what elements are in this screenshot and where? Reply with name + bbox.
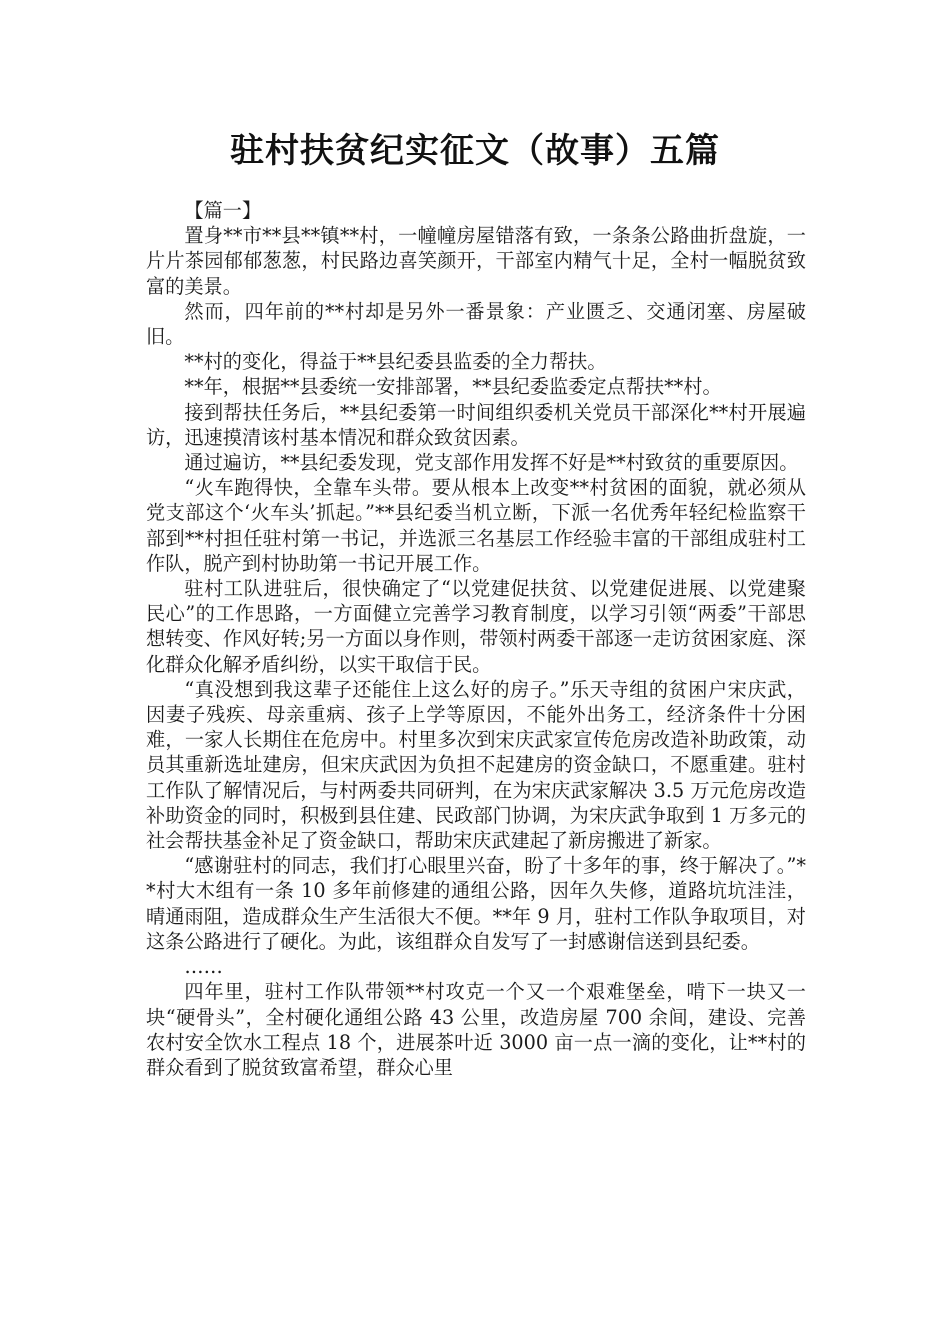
paragraph: 驻村工队进驻后，很快确定了“以党建促扶贫、以党建促进展、以党建聚民心”的工作思路，一方面健立完善学习教育制度，以学习引领“两委”干部思想转变、作风好转;另一方面以身作则，带领村两委干部逐一走访贫困家庭、深化群众化解矛盾纠纷，以实干取信于民。	[146, 577, 806, 676]
paragraph: “感谢驻村的同志，我们打心眼里兴奋，盼了十多年的事，终于解决了。”**村大木组有一条 10 多年前修建的通组公路，因年久失修，道路坑坑洼洼，晴通雨阻，造成群众生产生活很大不便。**年 9 月，驻村工作队争取项目，对这条公路进行了硬化。为此，该组群众自发写了一封感谢信送到县纪委。	[146, 854, 806, 953]
paragraph: 通过遍访，**县纪委发现，党支部作用发挥不好是**村致贫的重要原因。	[184, 451, 799, 475]
paragraph: 接到帮扶任务后，**县纪委第一时间组织委机关党员干部深化**村开展遍访，迅速摸清该村基本情况和群众致贫因素。	[146, 400, 806, 449]
paragraph: **村的变化，得益于**县纪委县监委的全力帮扶。	[184, 350, 607, 374]
document-title: 驻村扶贫纪实征文（故事）五篇	[230, 131, 720, 171]
ellipsis-line: ……	[184, 955, 223, 979]
section-heading: 【篇一】	[184, 199, 262, 222]
paragraph: 然而，四年前的**村却是另外一番景象：产业匮乏、交通闭塞、房屋破旧。	[146, 299, 806, 349]
paragraph: 置身**市**县**镇**村，一幢幢房屋错落有致，一条条公路曲折盘旋，一片片茶园郁郁葱葱，村民路边喜笑颜开，干部室内精气十足，全村一幅脱贫致富的美景。	[146, 224, 806, 298]
document-body	[146, 198, 806, 1080]
paragraph: 四年里，驻村工作队带领**村攻克一个又一个艰难堡垒，啃下一块又一块“硬骨头”，全村硬化通组公路 43 公里，改造房屋 700 余间，建设、完善农村安全饮水工程点 18 个，进展茶叶近 3000 亩一点一滴的变化，让**村的群众看到了脱贫致富希望，群众心里	[146, 980, 806, 1079]
paragraph: “火车跑得快，全靠车头带。要从根本上改变**村贫困的面貌，就必须从党支部这个‘火车头’抓起。”**县纪委当机立断，下派一名优秀年轻纪检监察干部到**村担任驻村第一书记，并选派三名基层工作经验丰富的干部组成驻村工作队，脱产到村协助第一书记开展工作。	[146, 476, 806, 575]
paragraph: “真没想到我这辈子还能住上这么好的房子。”乐天寺组的贫困户宋庆武，因妻子残疾、母亲重病、孩子上学等原因，不能外出务工，经济条件十分困难，一家人长期住在危房中。村里多次到宋庆武家宣传危房改造补助政策，动员其重新选址建房，但宋庆武因为负担不起建房的资金缺口，不愿重建。驻村工作队了解情况后，与村两委共同研判，在为宋庆武家解决 3.5 万元危房改造补助资金的同时，积极到县住建、民政部门协调，为宋庆武争取到 1 万多元的社会帮扶基金补足了资金缺口，帮助宋庆武建起了新房搬进了新家。	[146, 677, 806, 853]
paragraph: **年，根据**县委统一安排部署，**县纪委监委定点帮扶**村。	[184, 375, 722, 399]
